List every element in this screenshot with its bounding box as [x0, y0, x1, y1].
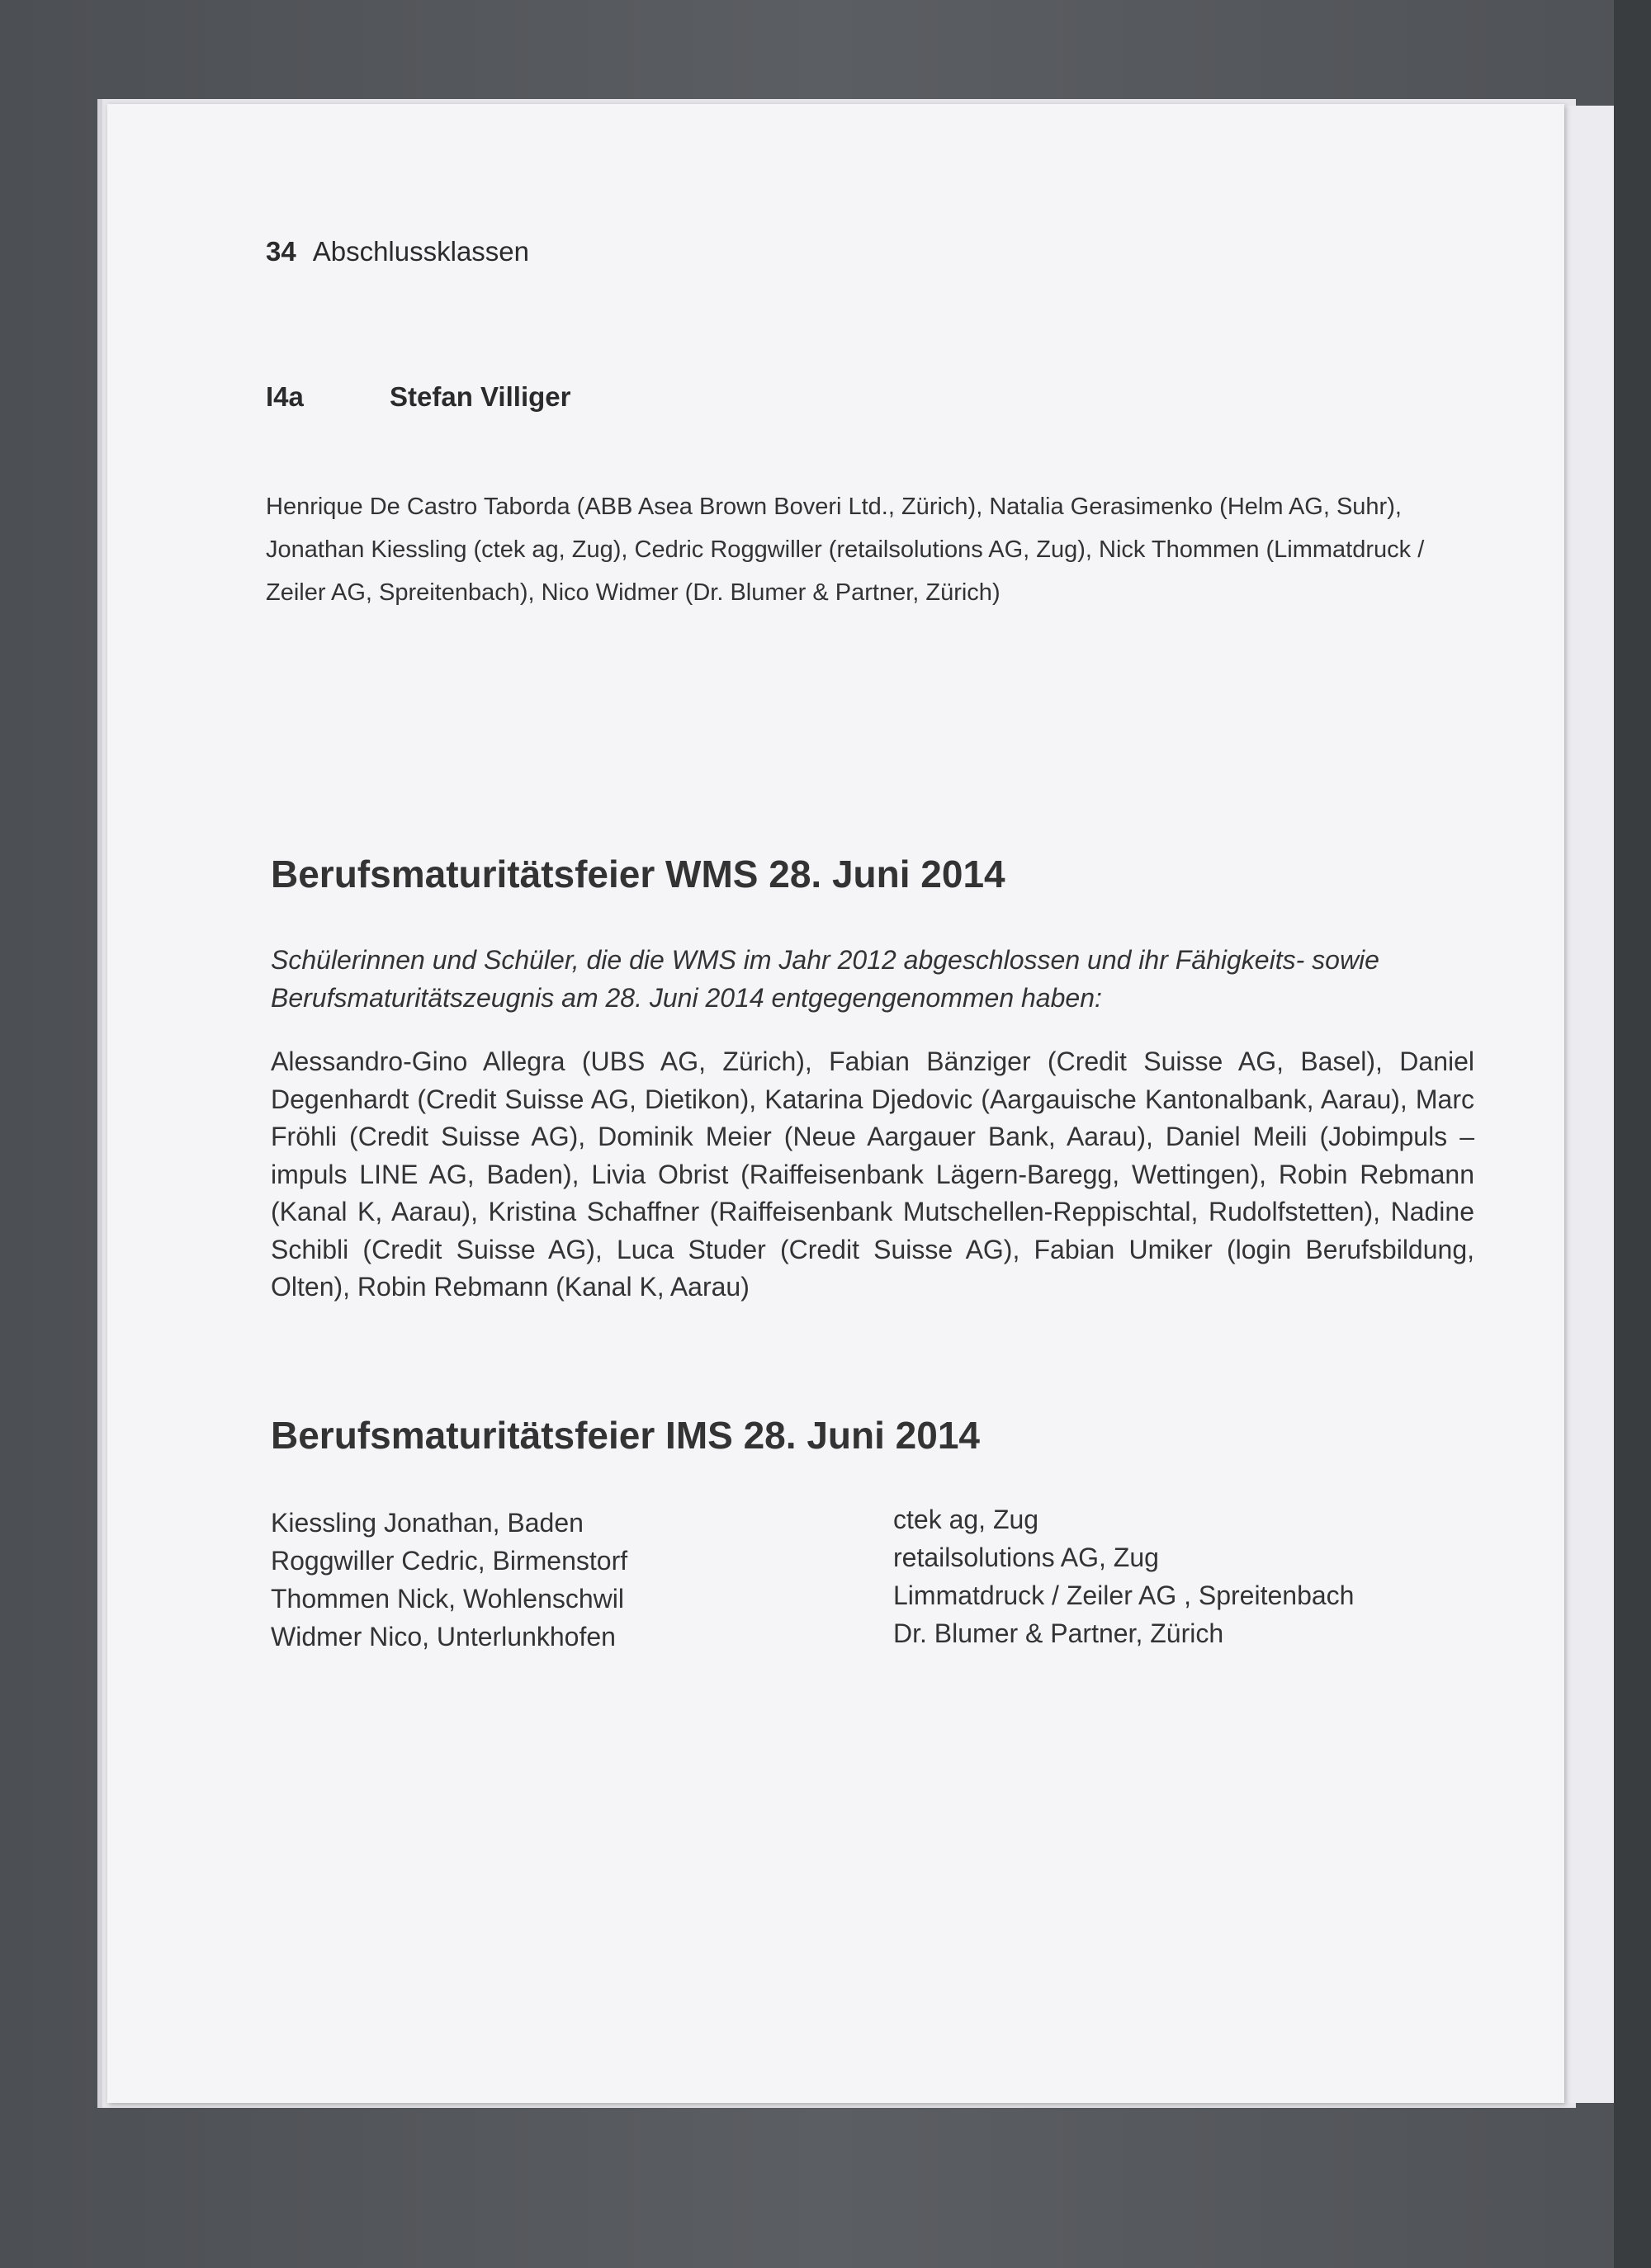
ims-graduate-company: ctek ag, Zug	[893, 1505, 1039, 1534]
ims-heading: Berufsmaturitätsfeier IMS 28. Juni 2014	[271, 1414, 980, 1457]
ims-company-column	[893, 1500, 1354, 1652]
facing-page-edge	[1565, 106, 1614, 2103]
class-code: I4a	[266, 381, 304, 412]
wms-graduate-list: Alessandro-Gino Allegra (UBS AG, Zürich), Fabian Bänziger (Credit Suisse AG, Basel), Daniel Degenhardt (Credit Suisse AG, Dietikon), Katarina Djedovic (Aargauische Kantonalbank, Aarau), Marc Fröhli (Credit Suisse AG), Dominik Meier (Neue Aargauer Bank, Aarau), Daniel Meili (Jobimpuls – impuls LINE AG, Baden), Livia Obrist (Raiffeisenbank Lägern-Baregg, Wettingen), Robin Rebmann (Kanal K, Aarau), Kristina Schaffner (Raiffeisenbank Mutschellen-Reppischtal, Rudolfstetten), Nadine Schibli (Credit Suisse AG), Luca Studer (Credit Suisse AG), Fabian Umiker (login Berufsbildung, Olten), Robin Rebmann (Kanal K, Aarau)	[271, 1047, 1474, 1302]
class-teacher: Stefan Villiger	[390, 381, 571, 412]
class-student-list: Henrique De Castro Taborda (ABB Asea Brown Boveri Ltd., Zürich), Natalia Gerasimenko (Helm AG, Suhr), Jonathan Kiessling (ctek ag, Zug), Cedric Roggwiller (retailsolutions AG, Zug), Nick Thommen (Limmatdruck / Zeiler AG, Spreitenbach), Nico Widmer (Dr. Blumer & Partner, Zürich)	[266, 494, 1425, 606]
ims-graduate-company: retailsolutions AG, Zug	[893, 1543, 1159, 1572]
ims-name-column	[271, 1504, 627, 1656]
wms-intro: Schülerinnen und Schüler, die die WMS im Jahr 2012 abgeschlossen und ihr Fähigkeits- sowie Berufsmaturitätszeugnis am 28. Juni 2014 entgegengenommen haben:	[271, 945, 1379, 1013]
scanner-ruler	[1614, 0, 1651, 2268]
ims-graduate-name: Thommen Nick, Wohlenschwil	[271, 1584, 624, 1614]
running-head	[266, 236, 529, 267]
section-title: Abschlussklassen	[312, 236, 530, 267]
ims-graduate-name: Roggwiller Cedric, Birmenstorf	[271, 1546, 628, 1576]
ims-graduate-company: Dr. Blumer & Partner, Zürich	[893, 1618, 1224, 1648]
class-header	[266, 381, 571, 413]
wms-heading: Berufsmaturitätsfeier WMS 28. Juni 2014	[271, 853, 1005, 895]
ims-graduate-name: Widmer Nico, Unterlunkhofen	[271, 1622, 616, 1651]
ims-graduate-name: Kiessling Jonathan, Baden	[271, 1508, 584, 1538]
page-number: 34	[266, 236, 296, 267]
ims-graduate-company: Limmatdruck / Zeiler AG , Spreitenbach	[893, 1581, 1355, 1610]
